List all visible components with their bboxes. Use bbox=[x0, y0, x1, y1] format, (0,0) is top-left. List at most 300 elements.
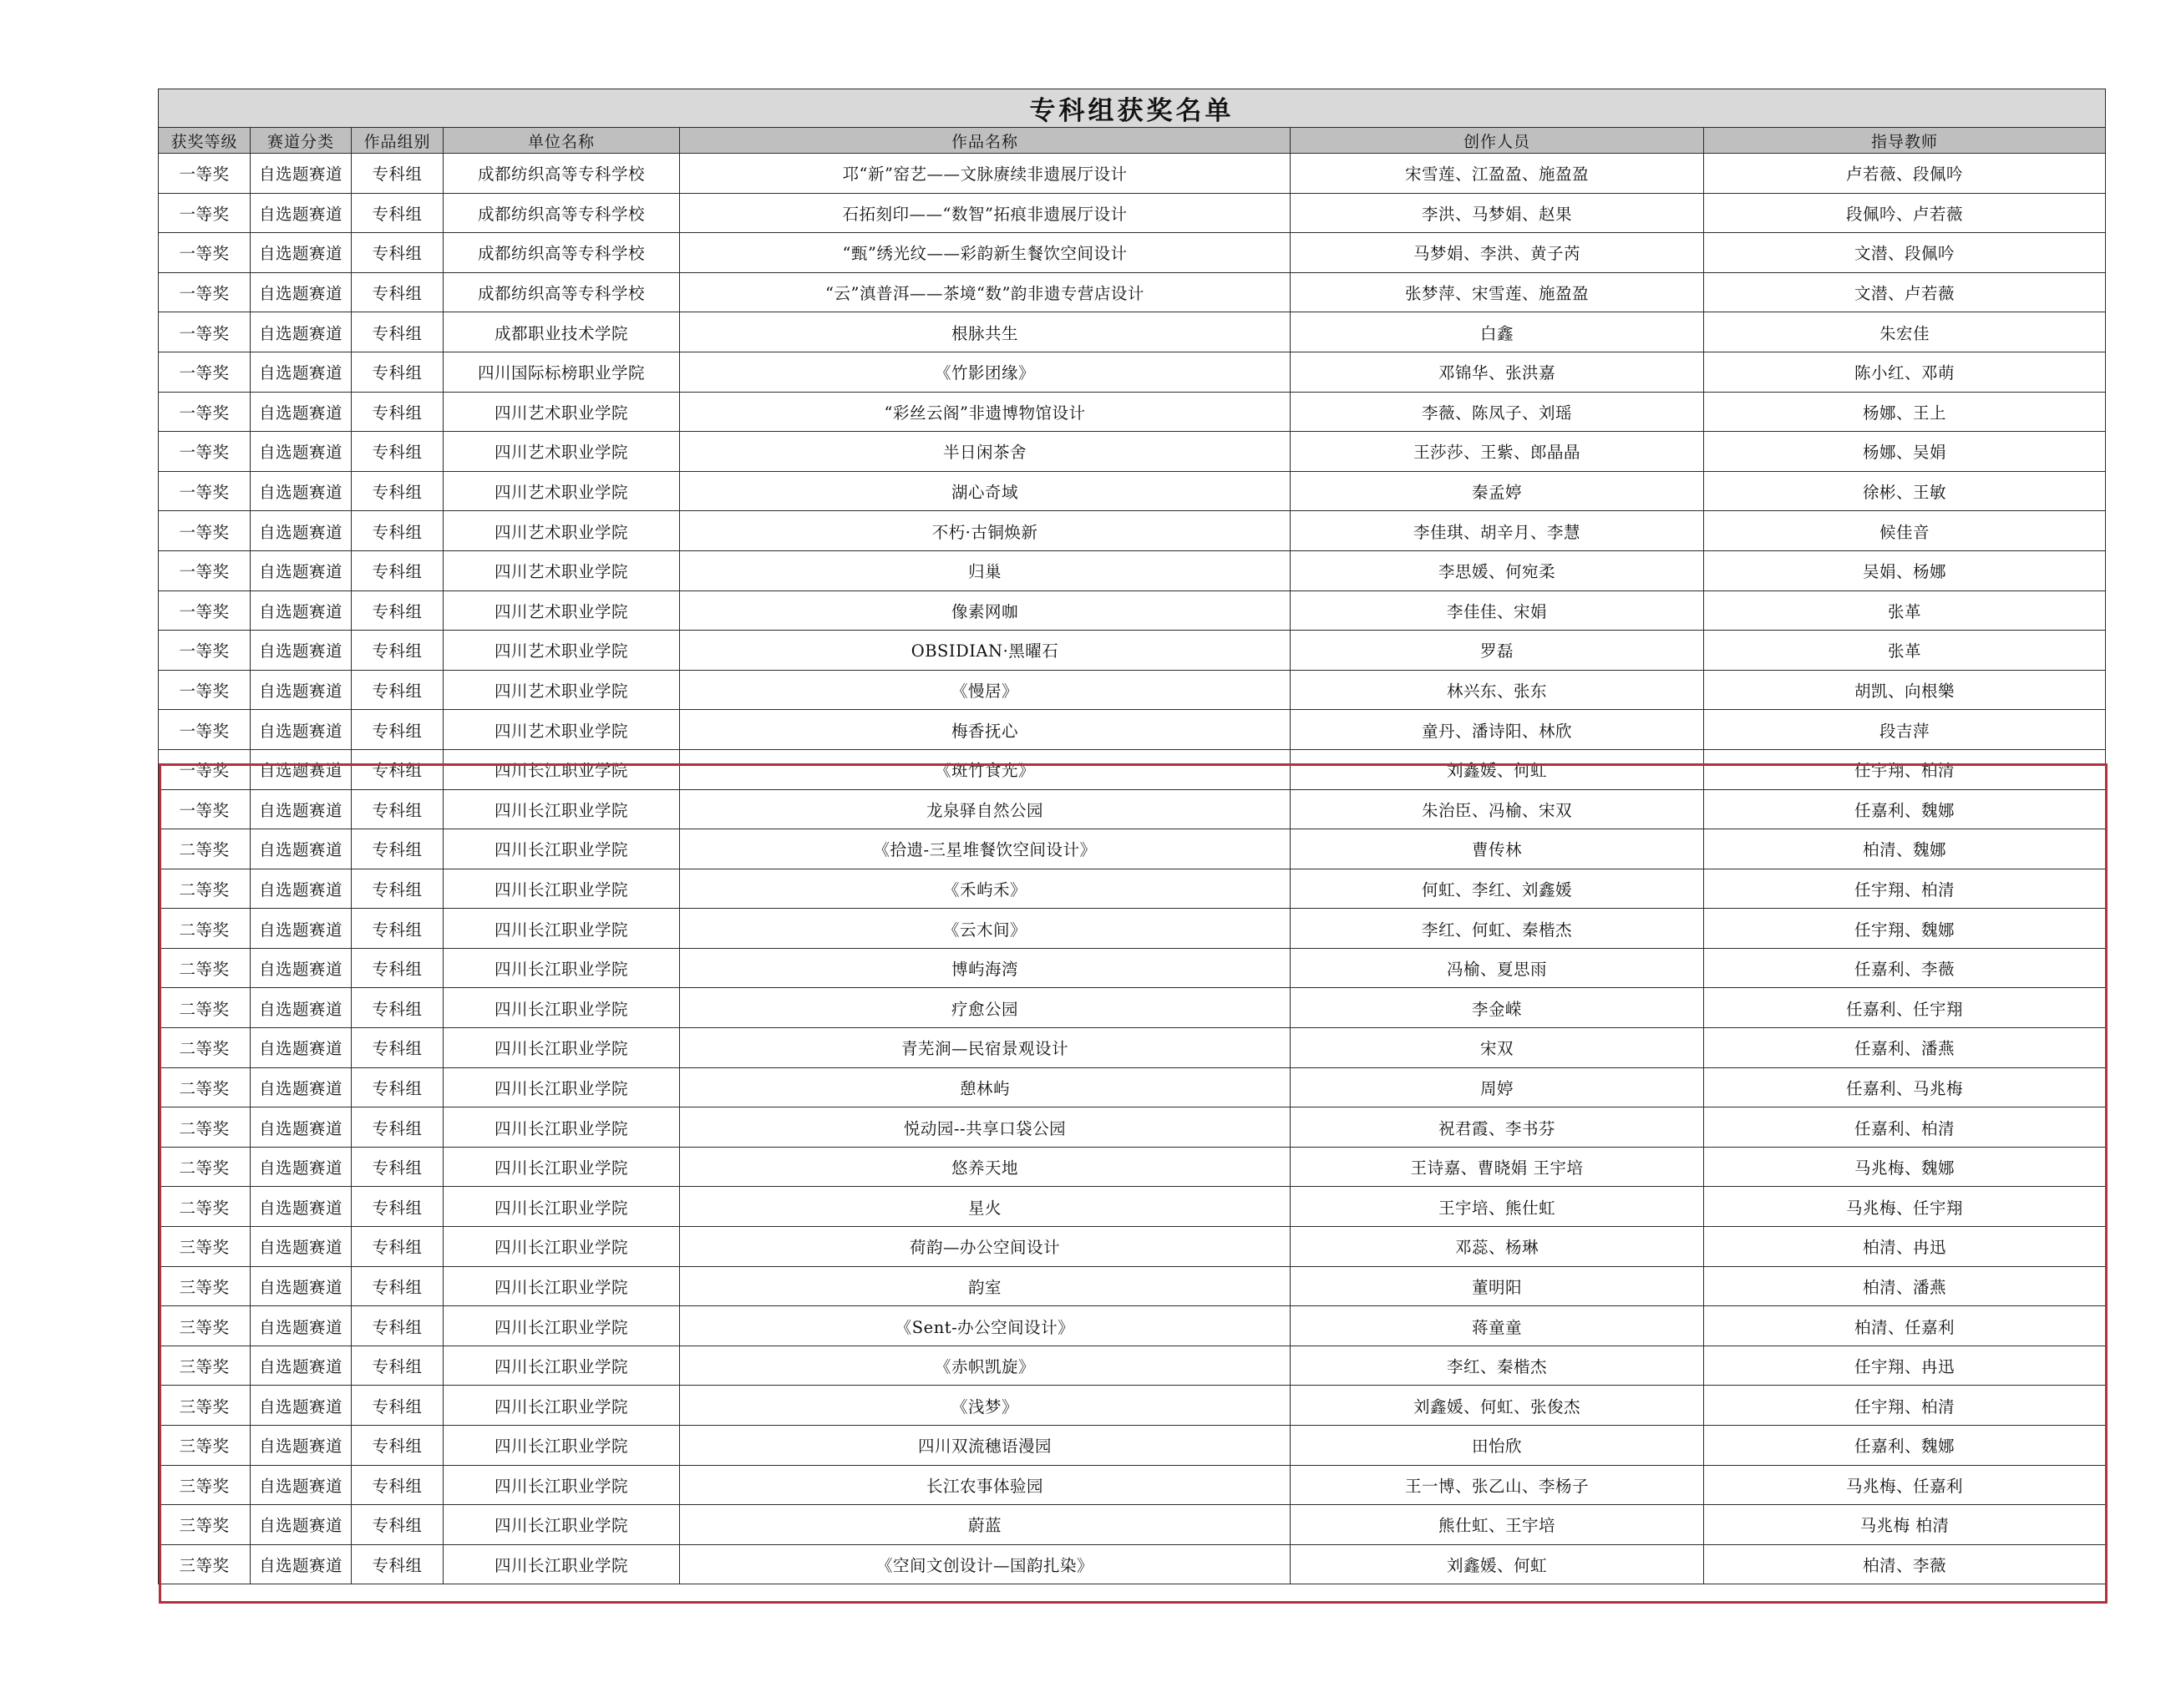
award-level-cell: 一等奖 bbox=[159, 670, 251, 710]
institution-cell: 四川国际标榜职业学院 bbox=[444, 352, 680, 392]
table-row bbox=[159, 432, 2106, 472]
advisors-cell: 任宇翔、魏娜 bbox=[1704, 909, 2106, 949]
group-cell: 专科组 bbox=[352, 1346, 444, 1386]
group-cell: 专科组 bbox=[352, 1544, 444, 1584]
column-header-group: 作品组别 bbox=[352, 128, 444, 154]
award-level-cell: 一等奖 bbox=[159, 471, 251, 511]
award-level-cell: 二等奖 bbox=[159, 1028, 251, 1068]
track-cell: 自选题赛道 bbox=[251, 233, 352, 273]
table-row bbox=[159, 471, 2106, 511]
table-row bbox=[159, 1386, 2106, 1426]
track-cell: 自选题赛道 bbox=[251, 670, 352, 710]
award-list-sheet bbox=[158, 89, 2105, 1584]
work-title-cell: 《空间文创设计—国韵扎染》 bbox=[680, 1544, 1291, 1584]
creators-cell: 曹传林 bbox=[1291, 829, 1704, 869]
advisors-cell: 张革 bbox=[1704, 631, 2106, 671]
award-level-cell: 一等奖 bbox=[159, 749, 251, 789]
table-row bbox=[159, 272, 2106, 312]
creators-cell: 邓锦华、张洪嘉 bbox=[1291, 352, 1704, 392]
advisors-cell: 杨娜、王上 bbox=[1704, 392, 2106, 432]
advisors-cell: 柏清、任嘉利 bbox=[1704, 1306, 2106, 1346]
advisors-cell: 任宇翔、柏清 bbox=[1704, 869, 2106, 909]
creators-cell: 熊仕虹、王宇培 bbox=[1291, 1505, 1704, 1545]
award-level-cell: 二等奖 bbox=[159, 869, 251, 909]
column-header-work-title: 作品名称 bbox=[680, 128, 1291, 154]
creators-cell: 刘鑫媛、何虹、张俊杰 bbox=[1291, 1386, 1704, 1426]
institution-cell: 四川艺术职业学院 bbox=[444, 670, 680, 710]
advisors-cell: 徐彬、王敏 bbox=[1704, 471, 2106, 511]
advisors-cell: 文潜、卢若薇 bbox=[1704, 272, 2106, 312]
group-cell: 专科组 bbox=[352, 631, 444, 671]
advisors-cell: 柏清、冉迅 bbox=[1704, 1227, 2106, 1267]
table-row bbox=[159, 1187, 2106, 1227]
track-cell: 自选题赛道 bbox=[251, 789, 352, 829]
group-cell: 专科组 bbox=[352, 988, 444, 1028]
award-level-cell: 一等奖 bbox=[159, 432, 251, 472]
institution-cell: 四川艺术职业学院 bbox=[444, 392, 680, 432]
award-level-cell: 三等奖 bbox=[159, 1505, 251, 1545]
award-level-cell: 一等奖 bbox=[159, 272, 251, 312]
work-title-cell: 青芜涧—民宿景观设计 bbox=[680, 1028, 1291, 1068]
track-cell: 自选题赛道 bbox=[251, 1147, 352, 1187]
award-level-cell: 三等奖 bbox=[159, 1544, 251, 1584]
track-cell: 自选题赛道 bbox=[251, 590, 352, 631]
work-title-cell: 根脉共生 bbox=[680, 312, 1291, 352]
institution-cell: 四川长江职业学院 bbox=[444, 988, 680, 1028]
work-title-cell: 悠养天地 bbox=[680, 1147, 1291, 1187]
work-title-cell: “彩丝云阁”非遗博物馆设计 bbox=[680, 392, 1291, 432]
creators-cell: 王宇培、熊仕虹 bbox=[1291, 1187, 1704, 1227]
work-title-cell: 《浅梦》 bbox=[680, 1386, 1291, 1426]
group-cell: 专科组 bbox=[352, 233, 444, 273]
advisors-cell: 任嘉利、李薇 bbox=[1704, 948, 2106, 988]
column-header-track: 赛道分类 bbox=[251, 128, 352, 154]
work-title-cell: 《斑竹食光》 bbox=[680, 749, 1291, 789]
track-cell: 自选题赛道 bbox=[251, 710, 352, 750]
group-cell: 专科组 bbox=[352, 1147, 444, 1187]
creators-cell: 李佳琪、胡辛月、李慧 bbox=[1291, 511, 1704, 551]
advisors-cell: 卢若薇、段佩吟 bbox=[1704, 154, 2106, 194]
institution-cell: 四川艺术职业学院 bbox=[444, 710, 680, 750]
creators-cell: 马梦娟、李洪、黄子芮 bbox=[1291, 233, 1704, 273]
creators-cell: 周婷 bbox=[1291, 1067, 1704, 1107]
advisors-cell: 段佩吟、卢若薇 bbox=[1704, 193, 2106, 233]
advisors-cell: 陈小红、邓萌 bbox=[1704, 352, 2106, 392]
institution-cell: 四川长江职业学院 bbox=[444, 1386, 680, 1426]
track-cell: 自选题赛道 bbox=[251, 1426, 352, 1466]
group-cell: 专科组 bbox=[352, 272, 444, 312]
group-cell: 专科组 bbox=[352, 1306, 444, 1346]
creators-cell: 董明阳 bbox=[1291, 1266, 1704, 1306]
track-cell: 自选题赛道 bbox=[251, 1187, 352, 1227]
work-title-cell: 《慢居》 bbox=[680, 670, 1291, 710]
work-title-cell: 星火 bbox=[680, 1187, 1291, 1227]
award-level-cell: 一等奖 bbox=[159, 154, 251, 194]
work-title-cell: 邛“新”窑艺——文脉赓续非遗展厅设计 bbox=[680, 154, 1291, 194]
work-title-cell: 长江农事体验园 bbox=[680, 1465, 1291, 1505]
track-cell: 自选题赛道 bbox=[251, 511, 352, 551]
institution-cell: 四川长江职业学院 bbox=[444, 789, 680, 829]
table-row bbox=[159, 312, 2106, 352]
table-row bbox=[159, 1227, 2106, 1267]
group-cell: 专科组 bbox=[352, 550, 444, 590]
table-row bbox=[159, 1067, 2106, 1107]
table-row bbox=[159, 590, 2106, 631]
institution-cell: 四川长江职业学院 bbox=[444, 1544, 680, 1584]
advisors-cell: 杨娜、吴娟 bbox=[1704, 432, 2106, 472]
creators-cell: 蒋童童 bbox=[1291, 1306, 1704, 1346]
award-level-cell: 二等奖 bbox=[159, 909, 251, 949]
institution-cell: 成都纺织高等专科学校 bbox=[444, 272, 680, 312]
award-level-cell: 一等奖 bbox=[159, 392, 251, 432]
table-row bbox=[159, 193, 2106, 233]
institution-cell: 四川长江职业学院 bbox=[444, 1147, 680, 1187]
table-row bbox=[159, 550, 2106, 590]
institution-cell: 四川长江职业学院 bbox=[444, 1187, 680, 1227]
institution-cell: 四川长江职业学院 bbox=[444, 1306, 680, 1346]
track-cell: 自选题赛道 bbox=[251, 1505, 352, 1545]
creators-cell: 李红、何虹、秦楷杰 bbox=[1291, 909, 1704, 949]
award-level-cell: 一等奖 bbox=[159, 710, 251, 750]
table-row bbox=[159, 1107, 2106, 1148]
table-row bbox=[159, 392, 2106, 432]
advisors-cell: 柏清、魏娜 bbox=[1704, 829, 2106, 869]
track-cell: 自选题赛道 bbox=[251, 550, 352, 590]
work-title-cell: 《禾屿禾》 bbox=[680, 869, 1291, 909]
table-row bbox=[159, 749, 2106, 789]
track-cell: 自选题赛道 bbox=[251, 1306, 352, 1346]
group-cell: 专科组 bbox=[352, 1107, 444, 1148]
group-cell: 专科组 bbox=[352, 590, 444, 631]
award-level-cell: 二等奖 bbox=[159, 988, 251, 1028]
track-cell: 自选题赛道 bbox=[251, 1266, 352, 1306]
institution-cell: 四川长江职业学院 bbox=[444, 1067, 680, 1107]
creators-cell: 宋双 bbox=[1291, 1028, 1704, 1068]
advisors-cell: 吴娟、杨娜 bbox=[1704, 550, 2106, 590]
advisors-cell: 候佳音 bbox=[1704, 511, 2106, 551]
institution-cell: 四川艺术职业学院 bbox=[444, 590, 680, 631]
institution-cell: 成都职业技术学院 bbox=[444, 312, 680, 352]
advisors-cell: 段吉萍 bbox=[1704, 710, 2106, 750]
creators-cell: 李佳佳、宋娟 bbox=[1291, 590, 1704, 631]
award-level-cell: 二等奖 bbox=[159, 1107, 251, 1148]
institution-cell: 四川长江职业学院 bbox=[444, 948, 680, 988]
group-cell: 专科组 bbox=[352, 432, 444, 472]
advisors-cell: 任宇翔、冉迅 bbox=[1704, 1346, 2106, 1386]
work-title-cell: 《Sent-办公空间设计》 bbox=[680, 1306, 1291, 1346]
track-cell: 自选题赛道 bbox=[251, 749, 352, 789]
track-cell: 自选题赛道 bbox=[251, 988, 352, 1028]
advisors-cell: 任嘉利、潘燕 bbox=[1704, 1028, 2106, 1068]
group-cell: 专科组 bbox=[352, 392, 444, 432]
institution-cell: 成都纺织高等专科学校 bbox=[444, 233, 680, 273]
table-row bbox=[159, 1505, 2106, 1545]
creators-cell: 白鑫 bbox=[1291, 312, 1704, 352]
creators-cell: 林兴东、张东 bbox=[1291, 670, 1704, 710]
group-cell: 专科组 bbox=[352, 312, 444, 352]
institution-cell: 四川长江职业学院 bbox=[444, 1505, 680, 1545]
group-cell: 专科组 bbox=[352, 1028, 444, 1068]
work-title-cell: “甄”绣光纹——彩韵新生餐饮空间设计 bbox=[680, 233, 1291, 273]
creators-cell: 王诗嘉、曹晓娟 王宇培 bbox=[1291, 1147, 1704, 1187]
track-cell: 自选题赛道 bbox=[251, 1544, 352, 1584]
creators-cell: 李金嵘 bbox=[1291, 988, 1704, 1028]
institution-cell: 四川长江职业学院 bbox=[444, 1266, 680, 1306]
group-cell: 专科组 bbox=[352, 154, 444, 194]
column-header-institution: 单位名称 bbox=[444, 128, 680, 154]
institution-cell: 四川艺术职业学院 bbox=[444, 511, 680, 551]
institution-cell: 四川长江职业学院 bbox=[444, 1028, 680, 1068]
work-title-cell: 悦动园--共享口袋公园 bbox=[680, 1107, 1291, 1148]
track-cell: 自选题赛道 bbox=[251, 1346, 352, 1386]
work-title-cell: 四川双流穗语漫园 bbox=[680, 1426, 1291, 1466]
creators-cell: 祝君霞、李书芬 bbox=[1291, 1107, 1704, 1148]
table-row bbox=[159, 1544, 2106, 1584]
award-level-cell: 一等奖 bbox=[159, 233, 251, 273]
header-row bbox=[159, 128, 2106, 154]
work-title-cell: 憩林屿 bbox=[680, 1067, 1291, 1107]
table-row bbox=[159, 1426, 2106, 1466]
group-cell: 专科组 bbox=[352, 471, 444, 511]
table-row bbox=[159, 1465, 2106, 1505]
creators-cell: 李洪、马梦娟、赵果 bbox=[1291, 193, 1704, 233]
creators-cell: 李思媛、何宛柔 bbox=[1291, 550, 1704, 590]
institution-cell: 四川长江职业学院 bbox=[444, 1465, 680, 1505]
advisors-cell: 任宇翔、柏清 bbox=[1704, 749, 2106, 789]
track-cell: 自选题赛道 bbox=[251, 471, 352, 511]
creators-cell: 朱治臣、冯榆、宋双 bbox=[1291, 789, 1704, 829]
table-row bbox=[159, 710, 2106, 750]
award-level-cell: 一等奖 bbox=[159, 590, 251, 631]
work-title-cell: 石拓刻印——“数智”拓痕非遗展厅设计 bbox=[680, 193, 1291, 233]
track-cell: 自选题赛道 bbox=[251, 392, 352, 432]
institution-cell: 四川长江职业学院 bbox=[444, 909, 680, 949]
table-row bbox=[159, 789, 2106, 829]
award-level-cell: 三等奖 bbox=[159, 1465, 251, 1505]
group-cell: 专科组 bbox=[352, 1465, 444, 1505]
advisors-cell: 柏清、潘燕 bbox=[1704, 1266, 2106, 1306]
creators-cell: 王莎莎、王紫、郎晶晶 bbox=[1291, 432, 1704, 472]
group-cell: 专科组 bbox=[352, 1426, 444, 1466]
creators-cell: 罗磊 bbox=[1291, 631, 1704, 671]
table-row bbox=[159, 352, 2106, 392]
table-row bbox=[159, 631, 2106, 671]
work-title-cell: 梅香抚心 bbox=[680, 710, 1291, 750]
institution-cell: 四川长江职业学院 bbox=[444, 869, 680, 909]
table-row bbox=[159, 829, 2106, 869]
advisors-cell: 任嘉利、马兆梅 bbox=[1704, 1067, 2106, 1107]
award-level-cell: 三等奖 bbox=[159, 1227, 251, 1267]
track-cell: 自选题赛道 bbox=[251, 869, 352, 909]
track-cell: 自选题赛道 bbox=[251, 1067, 352, 1107]
award-level-cell: 二等奖 bbox=[159, 948, 251, 988]
table-row bbox=[159, 1147, 2106, 1187]
work-title-cell: 《云木间》 bbox=[680, 909, 1291, 949]
award-table bbox=[158, 89, 2106, 1584]
track-cell: 自选题赛道 bbox=[251, 193, 352, 233]
table-row bbox=[159, 233, 2106, 273]
creators-cell: 秦孟婷 bbox=[1291, 471, 1704, 511]
group-cell: 专科组 bbox=[352, 789, 444, 829]
institution-cell: 四川长江职业学院 bbox=[444, 749, 680, 789]
group-cell: 专科组 bbox=[352, 749, 444, 789]
table-row bbox=[159, 1266, 2106, 1306]
award-level-cell: 二等奖 bbox=[159, 1147, 251, 1187]
work-title-cell: 半日闲茶舍 bbox=[680, 432, 1291, 472]
group-cell: 专科组 bbox=[352, 352, 444, 392]
advisors-cell: 朱宏佳 bbox=[1704, 312, 2106, 352]
advisors-cell: 胡凯、向根樂 bbox=[1704, 670, 2106, 710]
creators-cell: 张梦萍、宋雪莲、施盈盈 bbox=[1291, 272, 1704, 312]
creators-cell: 李薇、陈凤子、刘瑶 bbox=[1291, 392, 1704, 432]
creators-cell: 王一博、张乙山、李杨子 bbox=[1291, 1465, 1704, 1505]
work-title-cell: 龙泉驿自然公园 bbox=[680, 789, 1291, 829]
creators-cell: 童丹、潘诗阳、林欣 bbox=[1291, 710, 1704, 750]
award-level-cell: 三等奖 bbox=[159, 1426, 251, 1466]
table-row bbox=[159, 869, 2106, 909]
award-level-cell: 三等奖 bbox=[159, 1386, 251, 1426]
group-cell: 专科组 bbox=[352, 909, 444, 949]
advisors-cell: 任嘉利、任宇翔 bbox=[1704, 988, 2106, 1028]
award-level-cell: 一等奖 bbox=[159, 193, 251, 233]
track-cell: 自选题赛道 bbox=[251, 1028, 352, 1068]
table-row bbox=[159, 511, 2106, 551]
award-level-cell: 三等奖 bbox=[159, 1346, 251, 1386]
institution-cell: 四川长江职业学院 bbox=[444, 1107, 680, 1148]
group-cell: 专科组 bbox=[352, 193, 444, 233]
work-title-cell: 疗愈公园 bbox=[680, 988, 1291, 1028]
track-cell: 自选题赛道 bbox=[251, 1227, 352, 1267]
work-title-cell: 归巢 bbox=[680, 550, 1291, 590]
work-title-cell: 湖心奇域 bbox=[680, 471, 1291, 511]
award-level-cell: 二等奖 bbox=[159, 1187, 251, 1227]
table-row bbox=[159, 948, 2106, 988]
award-level-cell: 二等奖 bbox=[159, 1067, 251, 1107]
work-title-cell: 不朽·古铜焕新 bbox=[680, 511, 1291, 551]
track-cell: 自选题赛道 bbox=[251, 909, 352, 949]
track-cell: 自选题赛道 bbox=[251, 312, 352, 352]
award-level-cell: 三等奖 bbox=[159, 1266, 251, 1306]
group-cell: 专科组 bbox=[352, 1227, 444, 1267]
group-cell: 专科组 bbox=[352, 869, 444, 909]
group-cell: 专科组 bbox=[352, 1505, 444, 1545]
creators-cell: 田怡欣 bbox=[1291, 1426, 1704, 1466]
track-cell: 自选题赛道 bbox=[251, 631, 352, 671]
advisors-cell: 任嘉利、魏娜 bbox=[1704, 789, 2106, 829]
group-cell: 专科组 bbox=[352, 670, 444, 710]
column-header-award-level: 获奖等级 bbox=[159, 128, 251, 154]
award-level-cell: 一等奖 bbox=[159, 312, 251, 352]
institution-cell: 四川长江职业学院 bbox=[444, 1426, 680, 1466]
work-title-cell: 《赤帜凯旋》 bbox=[680, 1346, 1291, 1386]
column-header-advisors: 指导教师 bbox=[1704, 128, 2106, 154]
track-cell: 自选题赛道 bbox=[251, 432, 352, 472]
advisors-cell: 张革 bbox=[1704, 590, 2106, 631]
award-level-cell: 三等奖 bbox=[159, 1306, 251, 1346]
creators-cell: 冯榆、夏思雨 bbox=[1291, 948, 1704, 988]
advisors-cell: 任宇翔、柏清 bbox=[1704, 1386, 2106, 1426]
title-row bbox=[159, 89, 2106, 128]
group-cell: 专科组 bbox=[352, 1187, 444, 1227]
group-cell: 专科组 bbox=[352, 511, 444, 551]
award-level-cell: 二等奖 bbox=[159, 829, 251, 869]
institution-cell: 四川长江职业学院 bbox=[444, 829, 680, 869]
table-row bbox=[159, 1028, 2106, 1068]
group-cell: 专科组 bbox=[352, 948, 444, 988]
creators-cell: 何虹、李红、刘鑫媛 bbox=[1291, 869, 1704, 909]
advisors-cell: 马兆梅 柏清 bbox=[1704, 1505, 2106, 1545]
work-title-cell: 蔚蓝 bbox=[680, 1505, 1291, 1545]
group-cell: 专科组 bbox=[352, 1386, 444, 1426]
advisors-cell: 任嘉利、柏清 bbox=[1704, 1107, 2106, 1148]
table-row bbox=[159, 1306, 2106, 1346]
advisors-cell: 马兆梅、任宇翔 bbox=[1704, 1187, 2106, 1227]
institution-cell: 四川艺术职业学院 bbox=[444, 631, 680, 671]
creators-cell: 刘鑫媛、何虹 bbox=[1291, 749, 1704, 789]
work-title-cell: 《拾遗-三星堆餐饮空间设计》 bbox=[680, 829, 1291, 869]
institution-cell: 成都纺织高等专科学校 bbox=[444, 154, 680, 194]
track-cell: 自选题赛道 bbox=[251, 1107, 352, 1148]
track-cell: 自选题赛道 bbox=[251, 1465, 352, 1505]
table-row bbox=[159, 1346, 2106, 1386]
advisors-cell: 文潜、段佩吟 bbox=[1704, 233, 2106, 273]
advisors-cell: 柏清、李薇 bbox=[1704, 1544, 2106, 1584]
group-cell: 专科组 bbox=[352, 1266, 444, 1306]
work-title-cell: “云”滇普洱——茶境“数”韵非遗专营店设计 bbox=[680, 272, 1291, 312]
advisors-cell: 马兆梅、魏娜 bbox=[1704, 1147, 2106, 1187]
column-header-creators: 创作人员 bbox=[1291, 128, 1704, 154]
work-title-cell: 博屿海湾 bbox=[680, 948, 1291, 988]
work-title-cell: 像素网咖 bbox=[680, 590, 1291, 631]
creators-cell: 刘鑫媛、何虹 bbox=[1291, 1544, 1704, 1584]
creators-cell: 李红、秦楷杰 bbox=[1291, 1346, 1704, 1386]
institution-cell: 四川长江职业学院 bbox=[444, 1346, 680, 1386]
award-rows bbox=[159, 154, 2106, 1584]
award-level-cell: 一等奖 bbox=[159, 789, 251, 829]
institution-cell: 四川艺术职业学院 bbox=[444, 550, 680, 590]
group-cell: 专科组 bbox=[352, 710, 444, 750]
track-cell: 自选题赛道 bbox=[251, 154, 352, 194]
advisors-cell: 任嘉利、魏娜 bbox=[1704, 1426, 2106, 1466]
award-level-cell: 一等奖 bbox=[159, 550, 251, 590]
track-cell: 自选题赛道 bbox=[251, 829, 352, 869]
work-title-cell: 荷韵—办公空间设计 bbox=[680, 1227, 1291, 1267]
institution-cell: 四川艺术职业学院 bbox=[444, 432, 680, 472]
table-row bbox=[159, 154, 2106, 194]
work-title-cell: 韵室 bbox=[680, 1266, 1291, 1306]
work-title-cell: OBSIDIAN·黑曜石 bbox=[680, 631, 1291, 671]
creators-cell: 邓蕊、杨琳 bbox=[1291, 1227, 1704, 1267]
table-row bbox=[159, 670, 2106, 710]
work-title-cell: 《竹影团缘》 bbox=[680, 352, 1291, 392]
track-cell: 自选题赛道 bbox=[251, 948, 352, 988]
track-cell: 自选题赛道 bbox=[251, 1386, 352, 1426]
track-cell: 自选题赛道 bbox=[251, 352, 352, 392]
creators-cell: 宋雪莲、江盈盈、施盈盈 bbox=[1291, 154, 1704, 194]
institution-cell: 四川长江职业学院 bbox=[444, 1227, 680, 1267]
page-title: 专科组获奖名单 bbox=[159, 89, 2106, 128]
award-level-cell: 一等奖 bbox=[159, 511, 251, 551]
track-cell: 自选题赛道 bbox=[251, 272, 352, 312]
group-cell: 专科组 bbox=[352, 829, 444, 869]
table-row bbox=[159, 988, 2106, 1028]
award-level-cell: 一等奖 bbox=[159, 352, 251, 392]
advisors-cell: 马兆梅、任嘉利 bbox=[1704, 1465, 2106, 1505]
award-level-cell: 一等奖 bbox=[159, 631, 251, 671]
institution-cell: 四川艺术职业学院 bbox=[444, 471, 680, 511]
table-row bbox=[159, 909, 2106, 949]
group-cell: 专科组 bbox=[352, 1067, 444, 1107]
